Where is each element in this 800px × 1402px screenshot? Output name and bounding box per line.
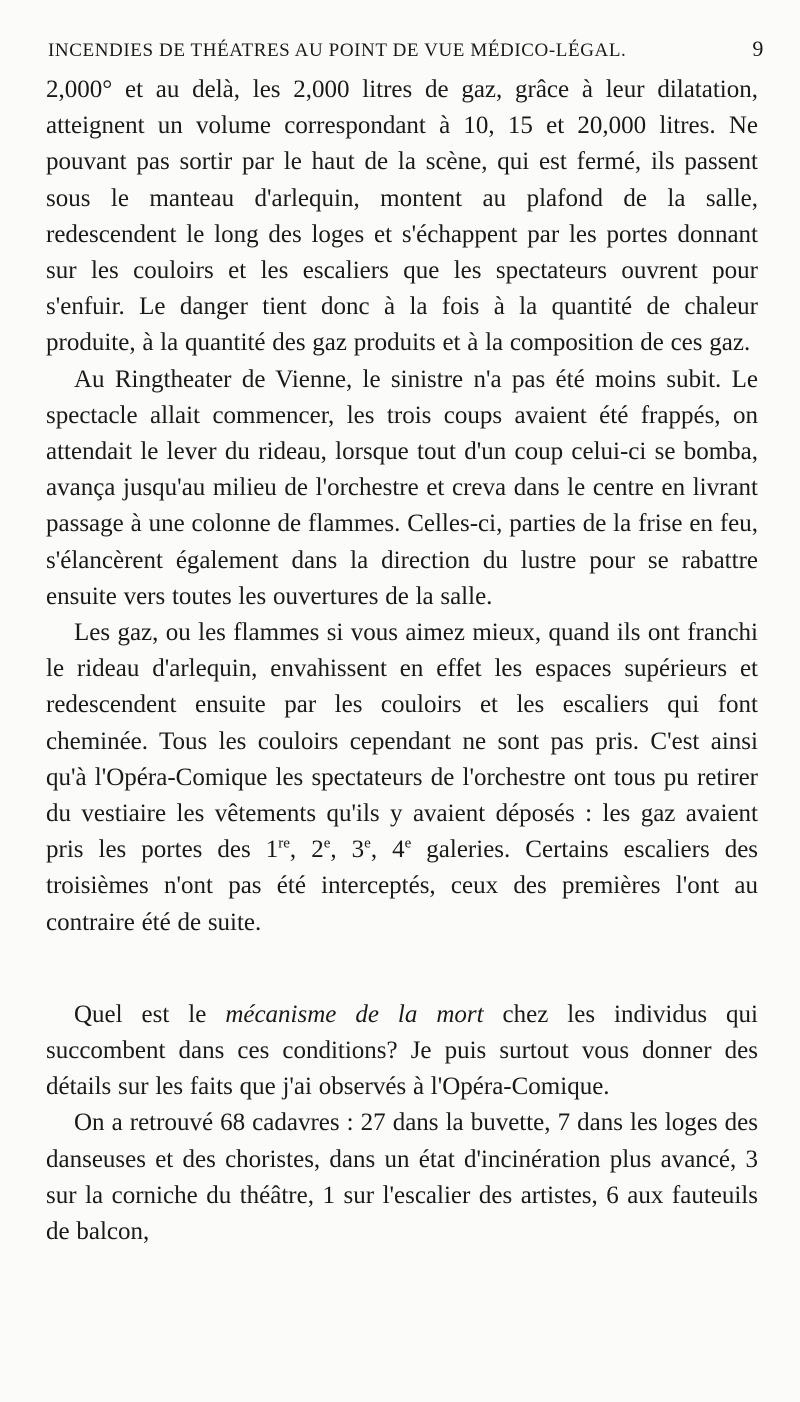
paragraph-3-text-a: Les gaz, ou les flammes si vous aimez mieux, quand ils ont franchi le rideau d'arlequin, envahissent en effet les espaces supérieurs et redescendent ensuite par les couloirs et les escaliers qui font cheminée. Tous les couloirs cependant ne sont pas pris. C'est ainsi qu'à l'Opéra-Comique les spectateurs de l'orchestre ont tous pu retirer du vestiaire les vêtements qu'ils y avaient déposés : les gaz avaient pris les portes des 1 (46, 619, 758, 864)
superscript-e-4: e (404, 835, 412, 852)
paragraph-3-text-d: , 4 (370, 836, 405, 864)
running-head (48, 36, 764, 70)
paragraph-4-text-a: Quel est le (74, 1000, 226, 1028)
paragraph-1 (46, 72, 758, 362)
paragraph-5-text: On a retrouvé 68 cadavres : 27 dans la buvette, 7 dans les loges des danseuses et des choristes, dans un état d'incinération plus avancé, 3 sur la corniche du théâtre, 1 sur l'escalier des artistes, 6 aux fauteuils de balcon, (46, 1109, 758, 1246)
paragraph-2 (46, 362, 758, 615)
section-gap (46, 941, 758, 997)
page-number: 9 (752, 36, 764, 61)
running-title: INCENDIES DE THÉATRES AU POINT DE VUE MÉDICO-LÉGAL. (48, 40, 627, 61)
paragraph-4-text-b: chez les individus qui succombent dans ces conditions? Je puis surtout vous donner des détails sur les faits que j'ai observés à l'Opéra-Comique. (46, 1000, 758, 1101)
paragraph-4 (46, 997, 758, 1106)
paragraph-5 (46, 1105, 758, 1250)
paragraph-4-italic: mécanisme de la mort (225, 1000, 484, 1028)
superscript-re: re (278, 835, 290, 852)
paragraph-2-text: Au Ringtheater de Vienne, le sinistre n'a pas été moins subit. Le spectacle allait commencer, les trois coups avaient été frappés, on attendait le lever du rideau, lorsque tout d'un coup celui-ci se bomba, avança jusqu'au milieu de l'orchestre et creva dans le centre en livrant passage à une colonne de flammes. Celles-ci, parties de la frise en feu, s'élancèrent également dans la direction du lustre pour se rabattre ensuite vers toutes les ouvertures de la salle. (46, 365, 758, 610)
paragraph-3 (46, 615, 758, 941)
paragraph-3-text-c: , 3 (330, 836, 365, 864)
body-text (46, 72, 758, 1250)
paragraph-3-text-e: galeries. Certains escaliers des troisièmes n'ont pas été interceptés, ceux des premières l'ont au contraire été de suite. (46, 836, 759, 936)
superscript-e-3: e (364, 835, 371, 852)
superscript-e-2: e (323, 835, 331, 852)
paragraph-3-text-b: , 2 (289, 836, 324, 864)
paragraph-1-text: 2,000° et au delà, les 2,000 litres de gaz, grâce à leur dilatation, atteignent un volume correspondant à 10, 15 et 20,000 litres. Ne pouvant pas sortir par le haut de la scène, qui est fermé, ils passent sous le manteau d'arlequin, montent au plafond de la salle, redescendent le long des loges et s'échappent par les portes donnant sur les couloirs et les escaliers que les spectateurs ouvrent pour s'enfuir. Le danger tient donc à la fois à la quantité de chaleur produite, à la quantité des gaz produits et à la composition de ces gaz. (46, 76, 758, 357)
